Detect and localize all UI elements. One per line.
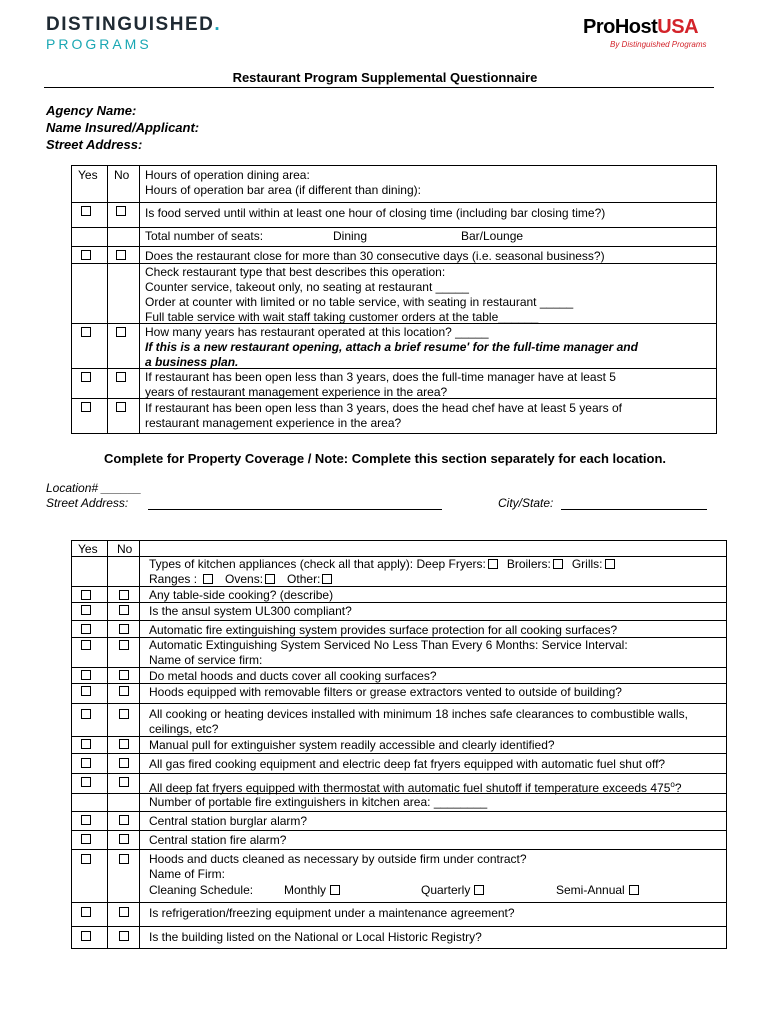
- auto-service-yes-checkbox[interactable]: [81, 640, 91, 650]
- restaurant-type-order: Order at counter with limited or no table service, with seating in restaurant _____: [145, 295, 574, 309]
- quarterly-label: Quarterly: [421, 883, 471, 897]
- gas-shutoff-no-checkbox[interactable]: [119, 758, 129, 768]
- ranges-label: Ranges :: [149, 572, 198, 586]
- restaurant-type-full: Full table service with wait staff taking customer orders at the table______: [145, 310, 539, 324]
- yes-header: Yes: [78, 168, 98, 182]
- other-checkbox[interactable]: [322, 574, 332, 584]
- fryer-thermostat-no-checkbox[interactable]: [119, 777, 129, 787]
- years-no-checkbox[interactable]: [116, 327, 126, 337]
- extinguishers-question: Number of portable fire extinguishers in kitchen area: ________: [149, 795, 488, 809]
- quarterly-option: [421, 883, 484, 898]
- auto-fire-question: Automatic fire extinguishing system provides surface protection for all cooking surfaces?: [149, 623, 618, 637]
- table2-row-line: [71, 849, 726, 850]
- table2-row-line: [71, 902, 726, 903]
- prohost-logo: [583, 16, 698, 39]
- gas-shutoff-yes-checkbox[interactable]: [81, 758, 91, 768]
- fire-alarm-yes-checkbox[interactable]: [81, 834, 91, 844]
- no-header: No: [117, 542, 133, 556]
- ansul-question: Is the ansul system UL300 compliant?: [149, 604, 352, 618]
- burglar-no-checkbox[interactable]: [119, 815, 129, 825]
- ansul-no-checkbox[interactable]: [119, 605, 129, 615]
- appliances-question-cont: [149, 572, 332, 587]
- location-street-field[interactable]: [148, 509, 442, 510]
- ansul-yes-checkbox[interactable]: [81, 605, 91, 615]
- page-title: Restaurant Program Supplemental Questionnaire: [232, 70, 538, 85]
- street-address-label: Street Address:: [46, 137, 143, 152]
- degree-mark: o: [670, 780, 675, 789]
- prohost-logo-usa: USA: [657, 16, 699, 38]
- clearance-question: All cooking or heating devices installed with minimum 18 inches safe clearances to combustible walls,: [149, 707, 688, 721]
- manager-exp-question: If restaurant has been open less than 3 years, does the full-time manager have at least 5: [145, 370, 616, 384]
- table2-row-line: [71, 811, 726, 812]
- quarterly-checkbox[interactable]: [474, 885, 484, 895]
- tableside-question: Any table-side cooking? (describe): [149, 588, 334, 602]
- location-number-label: Location# ______: [46, 481, 142, 495]
- chef-exp-question: If restaurant has been open less than 3 years, does the head chef have at least 5 years of: [145, 401, 622, 415]
- historic-yes-checkbox[interactable]: [81, 931, 91, 941]
- filters-yes-checkbox[interactable]: [81, 686, 91, 696]
- agency-name-label: Agency Name:: [46, 103, 137, 118]
- close-30-yes-checkbox[interactable]: [81, 250, 91, 260]
- semi-annual-checkbox[interactable]: [629, 885, 639, 895]
- monthly-checkbox[interactable]: [330, 885, 340, 895]
- gas-shutoff-question: All gas fired cooking equipment and electric deep fat fryers equipped with automatic fuel shut off?: [149, 757, 666, 771]
- grills-checkbox[interactable]: [605, 559, 615, 569]
- auto-fire-no-checkbox[interactable]: [119, 624, 129, 634]
- close-30-no-checkbox[interactable]: [116, 250, 126, 260]
- auto-service-question: Automatic Extinguishing System Serviced No Less Than Every 6 Months: Service Interval:: [149, 638, 628, 652]
- ranges-checkbox[interactable]: [203, 574, 213, 584]
- insured-name-label: Name Insured/Applicant:: [46, 120, 200, 135]
- location-city-field[interactable]: [561, 509, 707, 510]
- auto-service-no-checkbox[interactable]: [119, 640, 129, 650]
- new-restaurant-note: If this is a new restaurant opening, attach a brief resume' for the full-time manager and: [145, 340, 638, 354]
- years-yes-checkbox[interactable]: [81, 327, 91, 337]
- property-coverage-heading: Complete for Property Coverage / Note: Complete this section separately for each location.: [103, 451, 667, 466]
- fryer-thermostat-yes-checkbox[interactable]: [81, 777, 91, 787]
- monthly-label: Monthly: [284, 883, 327, 897]
- title-rule: [44, 87, 714, 88]
- ovens-label: Ovens:: [225, 572, 264, 586]
- seats-dining-label: Dining: [333, 229, 368, 243]
- hoods-cleaned-no-checkbox[interactable]: [119, 854, 129, 864]
- grills-label: Grills:: [571, 557, 603, 571]
- clearance-yes-checkbox[interactable]: [81, 709, 91, 719]
- table2-row-line: [71, 620, 726, 621]
- semi-annual-label: Semi-Annual: [556, 883, 625, 897]
- prohost-logo-sub: By Distinguished Programs: [610, 40, 707, 49]
- clearance-question-cont: ceilings, etc?: [149, 722, 219, 736]
- service-firm-label: Name of service firm:: [149, 653, 263, 667]
- broilers-label: Broilers:: [506, 557, 551, 571]
- broilers-checkbox[interactable]: [553, 559, 563, 569]
- table2-row-line: [71, 830, 726, 831]
- logo-wordmark: DISTINGUISHED: [46, 14, 215, 35]
- food-served-yes-checkbox[interactable]: [81, 206, 91, 216]
- table1-row-line: [71, 246, 716, 247]
- metal-hoods-no-checkbox[interactable]: [119, 670, 129, 680]
- chef-exp-no-checkbox[interactable]: [116, 402, 126, 412]
- table2-row-line: [71, 773, 726, 774]
- cleaning-schedule-label: Cleaning Schedule:: [149, 883, 254, 897]
- new-restaurant-note-cont: a business plan.: [145, 355, 239, 369]
- question-mark: ?: [674, 781, 682, 795]
- table1-divider-no: [139, 165, 140, 433]
- refrigeration-question: Is refrigeration/freezing equipment under a maintenance agreement?: [149, 906, 515, 920]
- appliances-question: [149, 557, 615, 572]
- firm-name-label: Name of Firm:: [149, 867, 226, 881]
- fryer-thermostat-question: [149, 777, 682, 796]
- manual-pull-no-checkbox[interactable]: [119, 739, 129, 749]
- semi-annual-option: [556, 883, 639, 898]
- distinguished-logo: [46, 14, 221, 36]
- filters-question: Hoods equipped with removable filters or grease extractors vented to outside of building?: [149, 685, 622, 699]
- tableside-yes-checkbox[interactable]: [81, 590, 91, 600]
- hours-bar-label: Hours of operation bar area (if different than dining):: [145, 183, 421, 197]
- food-served-question: Is food served until within at least one hour of closing time (including bar closing time?): [145, 206, 606, 220]
- manual-pull-yes-checkbox[interactable]: [81, 739, 91, 749]
- location-street-label: Street Address:: [46, 496, 129, 510]
- refrigeration-no-checkbox[interactable]: [119, 907, 129, 917]
- seats-bar-label: Bar/Lounge: [461, 229, 524, 243]
- refrigeration-yes-checkbox[interactable]: [81, 907, 91, 917]
- auto-fire-yes-checkbox[interactable]: [81, 624, 91, 634]
- appliances-label: Types of kitchen appliances (check all that apply): Deep Fryers:: [149, 557, 486, 571]
- table1-divider-yes: [107, 165, 108, 433]
- distinguished-logo-sub: PROGRAMS: [46, 36, 152, 52]
- manager-exp-question-cont: years of restaurant management experience in the area?: [145, 385, 448, 399]
- hoods-cleaned-yes-checkbox[interactable]: [81, 854, 91, 864]
- manager-exp-yes-checkbox[interactable]: [81, 372, 91, 382]
- table2-row-line: [71, 753, 726, 754]
- close-30-question: Does the restaurant close for more than 30 consecutive days (i.e. seasonal business?): [145, 249, 605, 263]
- tableside-no-checkbox[interactable]: [119, 590, 129, 600]
- restaurant-type-counter: Counter service, takeout only, no seating at restaurant _____: [145, 280, 469, 294]
- restaurant-type-prompt: Check restaurant type that best describes this operation:: [145, 265, 446, 279]
- location-city-label: City/State:: [498, 496, 554, 510]
- table2-row-line: [71, 926, 726, 927]
- metal-hoods-yes-checkbox[interactable]: [81, 670, 91, 680]
- ovens-checkbox[interactable]: [265, 574, 275, 584]
- yes-header: Yes: [78, 542, 98, 556]
- manual-pull-question: Manual pull for extinguisher system readily accessible and clearly identified?: [149, 738, 555, 752]
- table1-row-line: [71, 227, 716, 228]
- table2-row-line: [71, 703, 726, 704]
- clearance-no-checkbox[interactable]: [119, 709, 129, 719]
- metal-hoods-question: Do metal hoods and ducts cover all cooking surfaces?: [149, 669, 437, 683]
- deep-fryers-checkbox[interactable]: [488, 559, 498, 569]
- manager-exp-no-checkbox[interactable]: [116, 372, 126, 382]
- logo-dot: .: [214, 14, 222, 35]
- fire-alarm-no-checkbox[interactable]: [119, 834, 129, 844]
- years-question: How many years has restaurant operated at this location? _____: [145, 325, 489, 339]
- chef-exp-question-cont: restaurant management experience in the area?: [145, 416, 402, 430]
- food-served-no-checkbox[interactable]: [116, 206, 126, 216]
- hoods-cleaned-question: Hoods and ducts cleaned as necessary by outside firm under contract?: [149, 852, 527, 866]
- chef-exp-yes-checkbox[interactable]: [81, 402, 91, 412]
- hours-dining-label: Hours of operation dining area:: [145, 168, 310, 182]
- historic-question: Is the building listed on the National or Local Historic Registry?: [149, 930, 482, 944]
- burglar-question: Central station burglar alarm?: [149, 814, 308, 828]
- seats-label: Total number of seats:: [145, 229, 264, 243]
- prohost-logo-pro: ProHost: [583, 16, 658, 38]
- historic-no-checkbox[interactable]: [119, 931, 129, 941]
- other-label: Other:: [287, 572, 321, 586]
- filters-no-checkbox[interactable]: [119, 686, 129, 696]
- burglar-yes-checkbox[interactable]: [81, 815, 91, 825]
- fire-alarm-question: Central station fire alarm?: [149, 833, 287, 847]
- no-header: No: [114, 168, 130, 182]
- table1-row-line: [71, 202, 716, 203]
- monthly-option: [284, 883, 340, 898]
- fryer-thermostat-text: All deep fat fryers equipped with thermostat with automatic fuel shutoff if temperature exceeds 475: [149, 781, 671, 795]
